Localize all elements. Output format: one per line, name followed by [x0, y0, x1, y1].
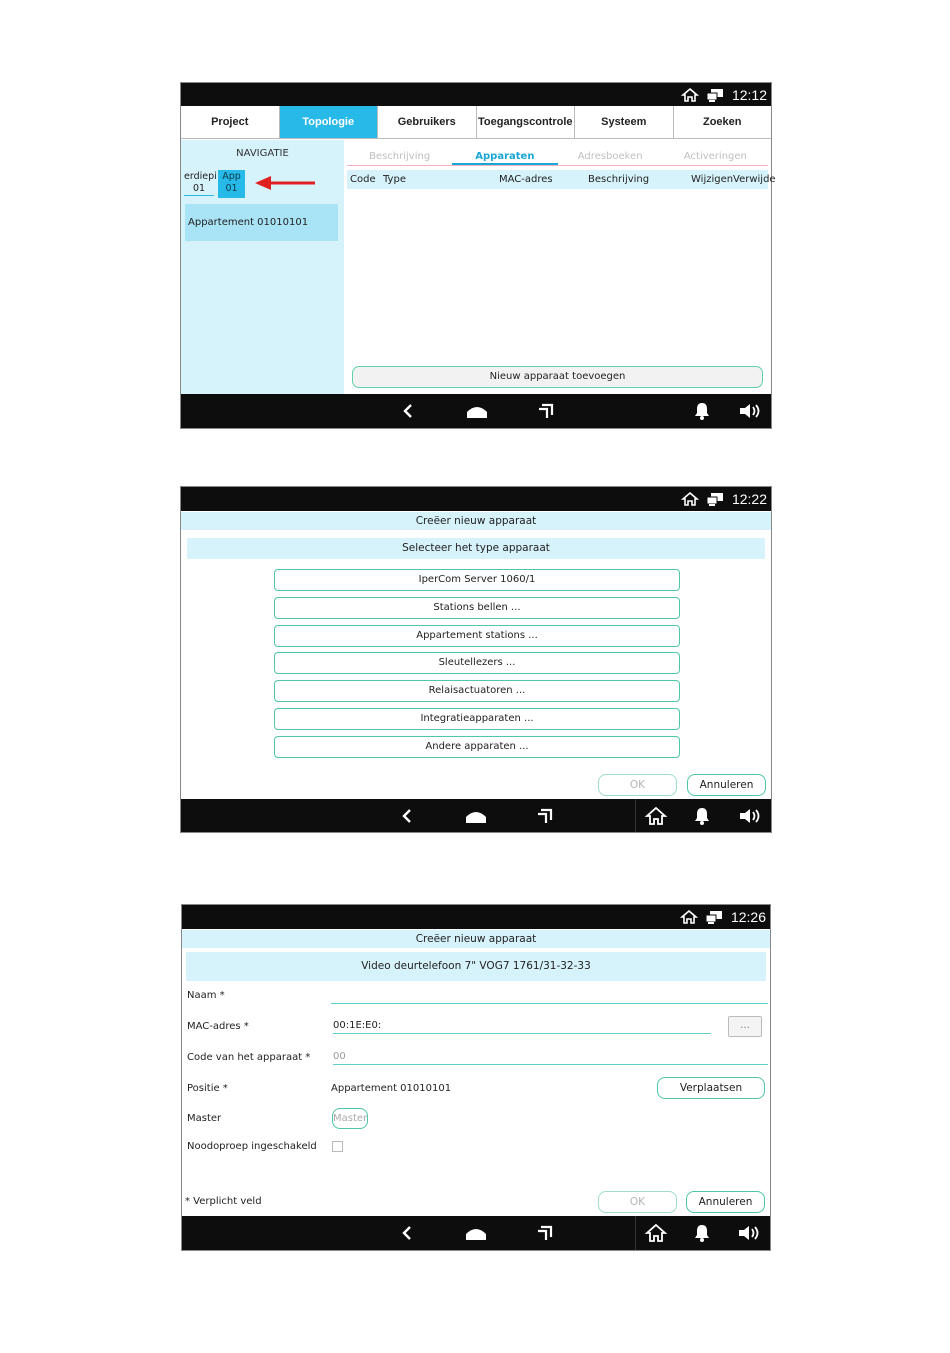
device-type-other[interactable]: Andere apparaten ... [274, 736, 680, 758]
home-icon[interactable] [635, 1216, 675, 1250]
breadcrumb-apartment-label: App 01 [222, 171, 241, 194]
device-type-key-readers[interactable]: Sleutellezers ... [274, 652, 680, 674]
network-status-icon [706, 492, 724, 506]
column-code: Code [350, 174, 376, 185]
bell-icon[interactable] [682, 799, 722, 832]
code-input[interactable] [333, 1050, 768, 1065]
subtab-activeringen[interactable]: Activeringen [683, 151, 747, 162]
cancel-button[interactable]: Annuleren [686, 1191, 765, 1213]
device-type-relay-actuators[interactable]: Relaisactuatoren ... [274, 680, 680, 702]
status-time: 12:26 [730, 909, 766, 925]
nav-bar [181, 394, 771, 428]
device-type-server[interactable]: IperCom Server 1060/1 [274, 569, 680, 591]
name-input[interactable] [331, 989, 768, 1004]
nav-bar [182, 1216, 770, 1250]
emergency-label: Noodoproep ingeschakeld [187, 1141, 317, 1152]
code-label: Code van het apparaat * [187, 1052, 311, 1063]
nav-bar [181, 799, 771, 832]
nav-item-apartment[interactable]: Appartement 01010101 [185, 204, 338, 241]
status-bar [181, 83, 771, 106]
breadcrumb-floor[interactable] [184, 171, 217, 196]
home-shape-icon[interactable] [456, 1216, 496, 1250]
navigation-title: NAVIGATIE [236, 148, 289, 159]
breadcrumb-floor-label: erdiepi 01 [184, 171, 217, 194]
volume-icon[interactable] [731, 394, 771, 428]
ok-button[interactable]: OK [598, 774, 677, 796]
back-icon[interactable] [387, 799, 427, 832]
screen-select-device-type [180, 486, 772, 833]
recent-apps-icon[interactable] [526, 394, 566, 428]
cancel-button[interactable]: Annuleren [687, 774, 766, 796]
name-label: Naam * [187, 990, 225, 1001]
mac-input[interactable]: 00:1E:E0: [333, 1019, 711, 1034]
add-device-button[interactable]: Nieuw apparaat toevoegen [352, 366, 763, 388]
move-button[interactable]: Verplaatsen [657, 1077, 765, 1099]
home-icon[interactable] [635, 799, 675, 832]
volume-icon[interactable] [730, 1216, 770, 1250]
dialog-title: Creëer nieuw apparaat [182, 930, 770, 948]
bell-icon[interactable] [682, 1216, 722, 1250]
dialog-title: Creëer nieuw apparaat [181, 512, 771, 530]
tab-systeem[interactable]: Systeem [575, 106, 674, 138]
tab-topologie[interactable]: Topologie [280, 106, 379, 138]
column-edit: Wijzigen [691, 174, 734, 185]
back-icon[interactable] [388, 394, 428, 428]
network-status-icon [706, 88, 724, 102]
screen-topology [180, 82, 776, 429]
screen-create-device-form [181, 904, 771, 1251]
recent-apps-icon[interactable] [525, 799, 565, 832]
home-shape-icon[interactable] [457, 394, 497, 428]
breadcrumb-apartment[interactable] [218, 170, 245, 198]
status-bar [182, 905, 770, 929]
mac-label: MAC-adres * [187, 1021, 249, 1032]
device-name-bar: Video deurtelefoon 7" VOG7 1761/31-32-33 [186, 952, 766, 981]
tab-gebruikers[interactable]: Gebruikers [378, 106, 477, 138]
status-time: 12:22 [731, 491, 767, 507]
position-label: Positie * [187, 1083, 228, 1094]
column-type: Type [383, 174, 406, 185]
dialog-subtitle: Selecteer het type apparaat [187, 538, 765, 559]
volume-icon[interactable] [731, 799, 771, 832]
tab-project[interactable]: Project [181, 106, 280, 138]
device-type-door-stations[interactable]: Stations bellen ... [274, 597, 680, 619]
mac-browse-button[interactable]: ... [728, 1016, 762, 1037]
network-status-icon [705, 910, 723, 924]
tab-toegangscontrole[interactable]: Toegangscontrole [477, 106, 576, 138]
subtab-beschrijving[interactable]: Beschrijving [369, 151, 431, 162]
home-status-icon [681, 910, 697, 924]
status-time: 12:12 [731, 86, 767, 103]
required-note: * Verplicht veld [185, 1196, 262, 1207]
devices-table-header [347, 170, 776, 189]
position-value: Appartement 01010101 [331, 1083, 452, 1094]
column-delete: Verwijde [733, 174, 776, 185]
home-shape-icon[interactable] [456, 799, 496, 832]
content-area [344, 140, 776, 394]
status-bar [181, 487, 771, 511]
home-status-icon [682, 492, 698, 506]
device-type-apartment-stations[interactable]: Appartement stations ... [274, 625, 680, 647]
column-description: Beschrijving [588, 174, 650, 185]
back-icon[interactable] [387, 1216, 427, 1250]
master-toggle[interactable]: Master [332, 1108, 368, 1129]
subtab-apparaten[interactable]: Apparaten [452, 148, 557, 165]
home-status-icon [682, 88, 698, 102]
recent-apps-icon[interactable] [525, 1216, 565, 1250]
subtab-adresboeken[interactable]: Adresboeken [577, 151, 643, 162]
device-type-integration[interactable]: Integratieapparaten ... [274, 708, 680, 730]
emergency-checkbox[interactable] [332, 1141, 343, 1152]
column-mac: MAC-adres [499, 174, 553, 185]
bell-icon[interactable] [682, 394, 722, 428]
red-arrow-icon [253, 175, 317, 191]
sub-tabs [347, 148, 768, 166]
main-tabs [181, 106, 771, 139]
ok-button[interactable]: OK [598, 1191, 677, 1213]
tab-zoeken[interactable]: Zoeken [674, 106, 772, 138]
code-placeholder: 00 [333, 1051, 346, 1062]
master-label: Master [187, 1113, 222, 1124]
